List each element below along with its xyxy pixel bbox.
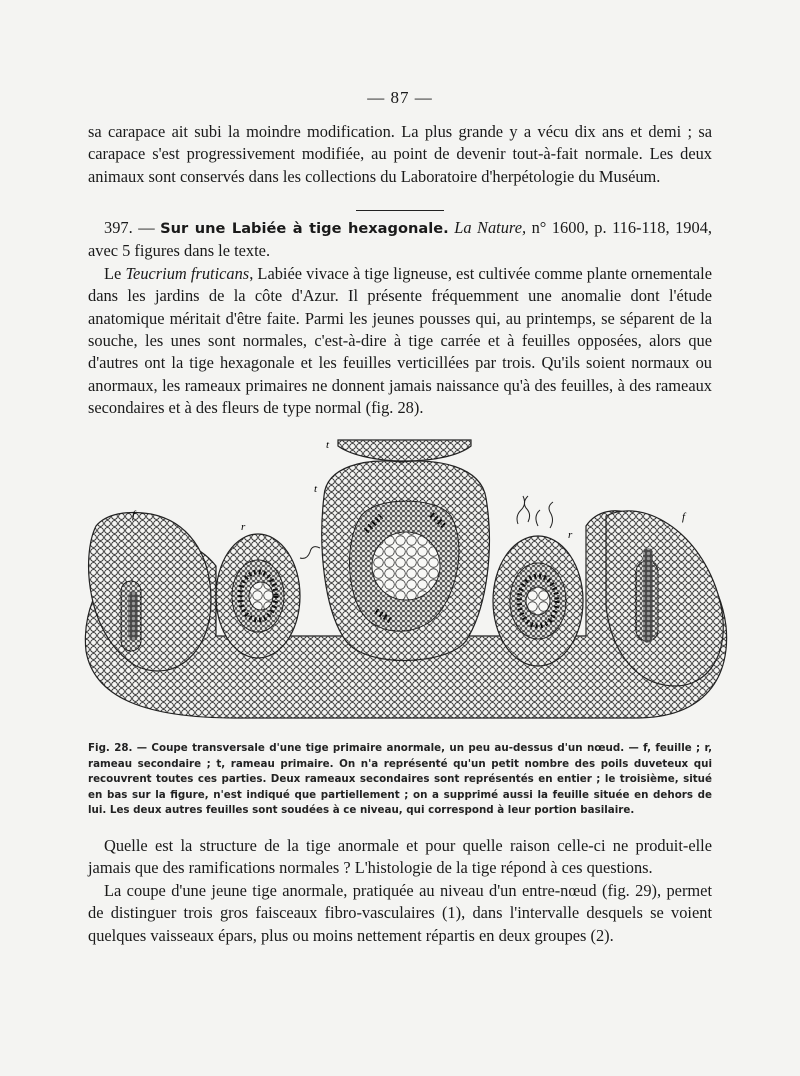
entry-block	[88, 217, 712, 420]
paragraph-2-body: , Labiée vivace à tige ligneuse, est cultivée comme plante ornementale dans les jardins de la côte d'Azur. Il présente fréquemment une anomalie dont l'étude anatomique méritait d'être faite. Parmi les jeunes pousses qui, au printemps, se séparent de la souche, les unes sont normales, c'est-à-dire à tige carrée et à feuilles opposées, alors que d'autres ont la tige hexagonale et les feuilles verticillées par trois. Qu'ils soient normaux ou anormaux, les rameaux primaires ne donnent jamais naissance qu'à des feuilles, à des rameaux secondaires et à des fleurs de type normal (fig. 28).	[88, 263, 712, 418]
entry-reference: n° 1600, p. 116-118, 1904, avec 5 figures dans le texte.	[88, 218, 712, 261]
label-r-left: r	[241, 521, 246, 533]
species-name: Teucrium fruticans	[125, 263, 250, 283]
entry-number: 397.	[104, 218, 133, 237]
entry-heading	[88, 217, 712, 263]
paragraph-2	[88, 263, 712, 420]
figure-28-illustration	[76, 436, 732, 736]
intro-text: sa carapace ait subi la moindre modification. La plus grande y a vécu dix ans et demi ; sa carapace s'est progressivement modifiée, au point de devenir tout-à-fait normale. Les deux animaux sont conservés dans les collections du Laboratoire d'herpétologie du Muséum.	[88, 122, 712, 186]
entry-journal: La Nature,	[454, 218, 527, 237]
label-t-2: t	[314, 483, 318, 495]
label-f-left: f	[132, 509, 136, 521]
closing-paragraphs	[88, 835, 712, 947]
right-secondary-branch	[493, 536, 583, 666]
top-leaf-fragment	[338, 440, 471, 461]
intro-paragraph	[88, 121, 712, 188]
central-primary-branch	[322, 461, 490, 660]
label-r-right: r	[568, 529, 573, 541]
label-t: t	[326, 439, 330, 451]
left-secondary-branch	[216, 534, 300, 658]
entry-title: Sur une Labiée à tige hexagonale.	[160, 220, 449, 237]
entry-dash: —	[132, 218, 161, 237]
left-leaf-vein	[121, 581, 141, 651]
label-f-right: f	[682, 511, 686, 523]
paragraph-4: La coupe d'une jeune tige anormale, pratiquée au niveau d'un entre-nœud (fig. 29), permet de distinguer trois gros faisceaux fibro-vasculaires (1), dans l'intervalle desquels se voient quelques vaisseaux épars, plus ou moins nettement répartis en deux groupes (2).	[88, 880, 712, 945]
paragraph-3: Quelle est la structure de la tige anormale et pour quelle raison celle-ci ne produit-elle jamais que des ramifications normales ? L'histologie de la tige répond à ces questions.	[88, 836, 712, 878]
paragraph-2-lead: Le	[104, 263, 126, 283]
page-number: — 87 —	[367, 88, 433, 107]
section-divider	[356, 210, 444, 211]
figure-caption: Fig. 28. — Coupe transversale d'une tige primaire anormale, un peu au-dessus d'un nœud. — f, feuille ; r, rameau secondaire ; t, rameau primaire. On n'a représenté qu'un petit nombre des poils duveteux qui recouvrent toutes ces parties. Deux rameaux secondaires sont représentés en entier ; le troisième, situé en bas sur la figure, n'est indiqué que partiellement ; on a supprimé aussi la feuille située en dehors de lui. Les deux autres feuilles sont soudées à ce niveau, qui correspond à leur portion basilaire.	[88, 742, 712, 816]
